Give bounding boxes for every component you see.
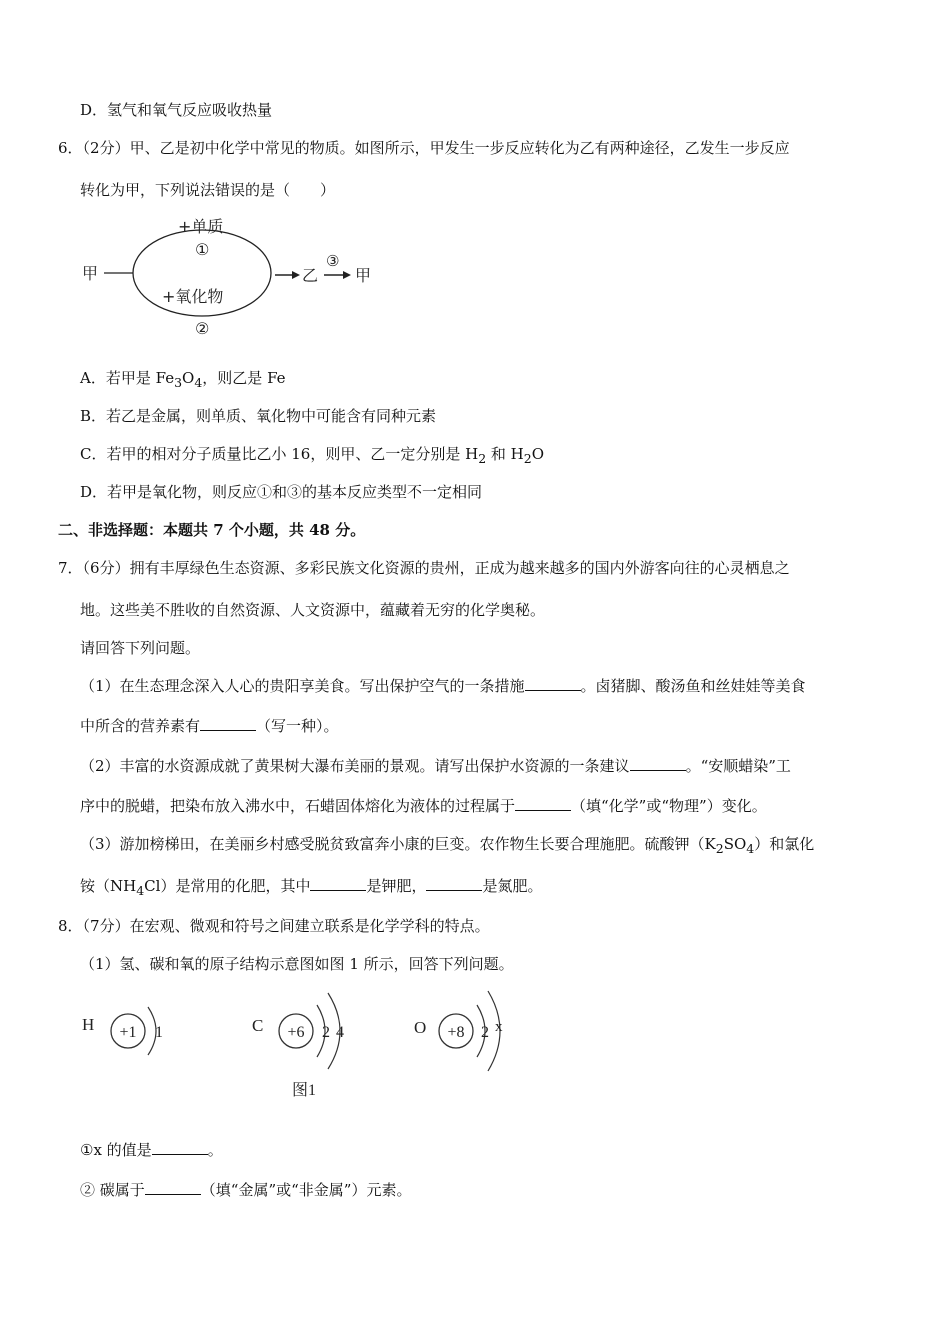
answer-blank[interactable]	[426, 890, 482, 891]
q7-stem-line1: 7．（6分）拥有丰厚绿色生态资源、多彩民族文化资源的贵州，正成为越来越多的国内外游客向往的心灵栖息之	[58, 559, 790, 577]
q6-option-c: C．若甲的相对分子质量比乙小 16，则甲、乙一定分别是 $H_2$ 和 $H_2O$	[80, 445, 545, 466]
q6-option-b: B．若乙是金属，则单质、氧化物中可能含有同种元素	[80, 407, 437, 425]
answer-blank[interactable]	[630, 770, 686, 771]
q8-sub2: ② 碳属于 （填“金属”或“非金属”）元素。	[80, 1181, 412, 1199]
atom-symbol: H	[82, 1015, 95, 1034]
diagram-jia-label: 甲	[82, 264, 99, 283]
diagram-bottom-number: ②	[195, 319, 210, 338]
answer-blank[interactable]	[525, 690, 581, 691]
electron-shell-count: 2	[322, 1024, 330, 1041]
q5-option-d: D．氢气和氧气反应吸收热量	[80, 101, 273, 119]
atom-nucleus-charge: +1	[119, 1024, 137, 1041]
electron-shell-count: 1	[155, 1024, 163, 1041]
carbon-atom-diagram	[252, 993, 344, 1069]
diagram-arrow-to-yi	[275, 271, 300, 279]
answer-blank[interactable]	[200, 730, 256, 731]
q6-conversion-diagram	[70, 210, 400, 345]
q6-stem-line1: 6．（2分）甲、乙是初中化学中常见的物质。如图所示，甲发生一步反应转化为乙有两种途径，乙发生一步反应	[58, 139, 790, 157]
answer-blank[interactable]	[310, 890, 366, 891]
hydrogen-atom-diagram	[82, 1007, 163, 1055]
q8-sub1: ①x 的值是 。	[80, 1141, 223, 1159]
q6-option-a: A．若甲是 $Fe_3O_4$，则乙是 Fe	[80, 369, 286, 390]
diagram-yi-label: 乙	[302, 266, 319, 285]
q7-part2-line2: 序中的脱蜡，把染布放入沸水中，石蜡固体熔化为液体的过程属于 （填“化学”或“物理”）变化。	[80, 797, 767, 815]
q6-option-d: D．若甲是氧化物，则反应①和③的基本反应类型不一定相同	[80, 483, 483, 501]
q7-part1-line1: （1）在生态理念深入人心的贵阳享美食。写出保护空气的一条措施 。卤猪脚、酸汤鱼和丝娃娃等美食	[80, 677, 806, 695]
q7-part2-line1: （2）丰富的水资源成就了黄果树大瀑布美丽的景观。请写出保护水资源的一条建议 。“安顺蜡染”工	[80, 757, 791, 775]
q7-part1-line2: 中所含的营养素有 （写一种）。	[80, 717, 339, 735]
electron-shell-count: 4	[336, 1024, 344, 1041]
diagram-top-number: ①	[195, 240, 210, 259]
diagram-jia-end-label: 甲	[355, 266, 372, 285]
q7-part3-line2: 铵$(NH_4Cl)$是常用的化肥，其中 是钾肥， 是氮肥。	[80, 877, 543, 898]
q7-part3-line1: （3）游加榜梯田，在美丽乡村感受脱贫致富奔小康的巨变。农作物生长要合理施肥。硫酸钾$(K_2SO_4)$和氯化	[80, 835, 815, 856]
diagram-bottom-label: +氧化物	[162, 287, 224, 306]
q8-stem: 8．（7分）在宏观、微观和符号之间建立联系是化学学科的特点。	[58, 917, 490, 935]
diagram-arrow-to-jia	[324, 271, 351, 279]
answer-blank[interactable]	[515, 810, 571, 811]
section2-heading: 二、非选择题：本题共 7 个小题，共 48 分。	[58, 521, 366, 539]
answer-blank[interactable]	[145, 1194, 201, 1195]
answer-blank[interactable]	[152, 1154, 208, 1155]
q8-part1: （1）氢、碳和氧的原子结构示意图如图 1 所示，回答下列问题。	[80, 955, 514, 973]
atom-symbol: O	[414, 1018, 427, 1037]
diagram-top-label: +单质	[178, 217, 224, 236]
atom-nucleus-charge: +6	[287, 1024, 305, 1041]
atom-nucleus-charge: +8	[447, 1024, 465, 1041]
electron-shell-count: 2	[481, 1024, 489, 1041]
figure-caption: 图1	[292, 1082, 317, 1099]
q7-stem-line2: 地。这些美不胜收的自然资源、人文资源中，蕴藏着无穷的化学奥秘。	[80, 601, 546, 619]
q7-prompt: 请回答下列问题。	[80, 639, 201, 657]
atomic-structure-figure	[70, 985, 540, 1105]
diagram-arrow-number: ③	[326, 252, 340, 270]
atom-symbol: C	[252, 1016, 264, 1035]
q6-stem-line2: 转化为甲，下列说法错误的是（ ）	[80, 181, 336, 199]
electron-shell-count: x	[495, 1019, 503, 1035]
oxygen-atom-diagram	[414, 991, 503, 1071]
